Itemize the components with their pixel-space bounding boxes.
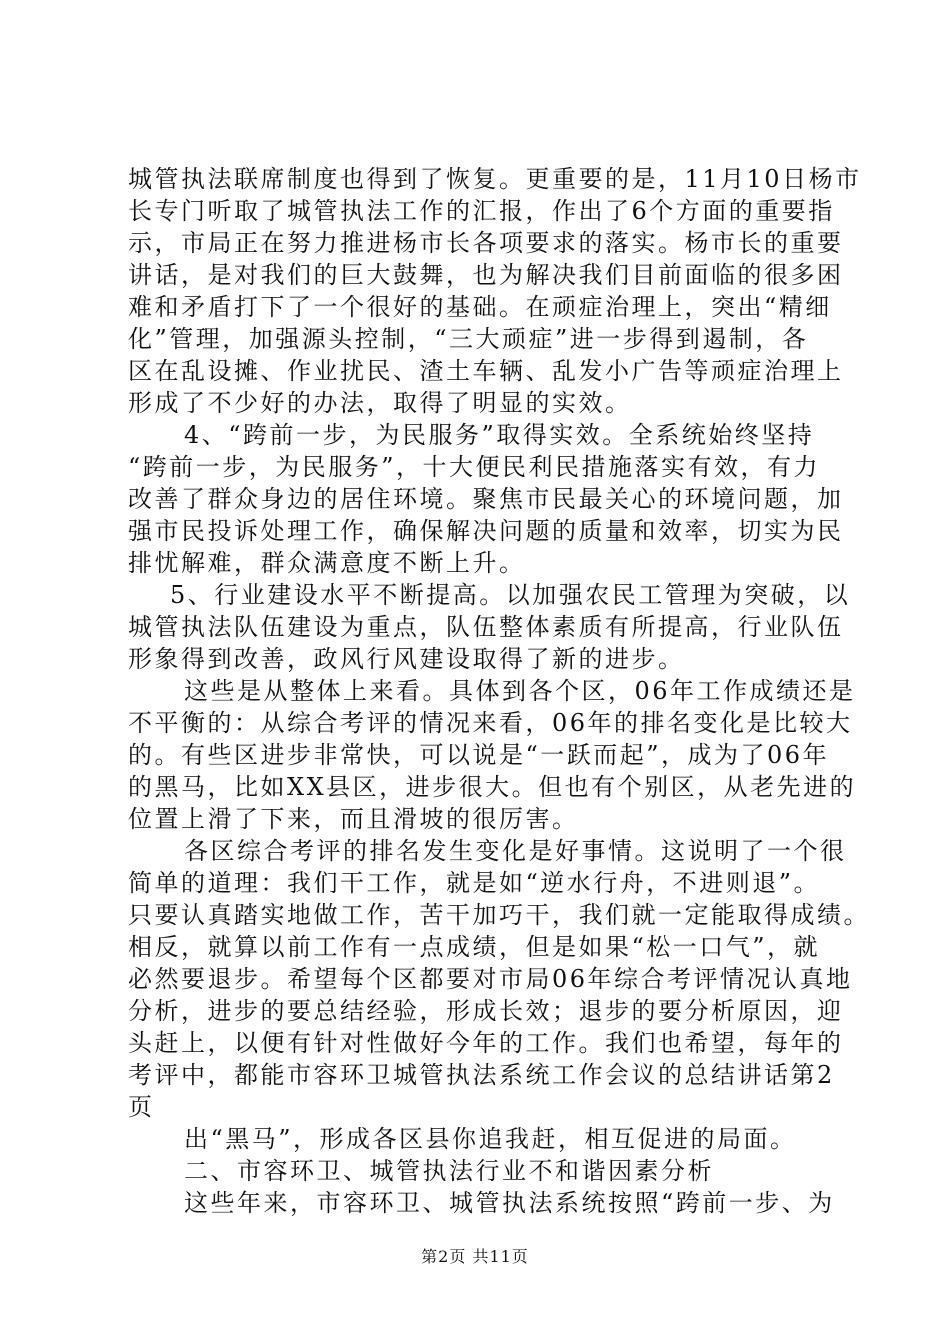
text-line: 改善了群众身边的居住环境。聚焦市民最关心的环境问题，加 (128, 485, 844, 513)
text-line: 排忧解难，群众满意度不断上升。 (128, 549, 526, 577)
body-text (128, 163, 870, 1219)
page-footer: 第2页 共11页 (421, 1247, 529, 1266)
text-line: 化”管理，加强源头控制，“三大顽症”进一步得到遏制，各 (128, 325, 809, 353)
paragraph-start-line: 这些年来，市容环卫、城管执法系统按照“跨前一步、为 (184, 1189, 835, 1217)
text-line: 只要认真踏实地做工作，苦干加巧干，我们就一定能取得成绩。 (128, 901, 870, 929)
text-line: 城管执法联席制度也得到了恢复。更重要的是，11月10日杨市 (128, 165, 862, 193)
paragraph-start-line: 出“黑马”，形成各区县你追我赶，相互促进的局面。 (184, 1125, 797, 1153)
text-line: 强市民投诉处理工作，确保解决问题的质量和效率，切实为民 (128, 517, 844, 545)
paragraph-start-line: 4、“跨前一步，为民服务”取得实效。全系统始终坚持 (184, 421, 815, 449)
text-line: 城管执法队伍建设为重点，队伍整体素质有所提高，行业队伍 (128, 613, 844, 641)
text-line: 简单的道理：我们干工作，就是如“逆水行舟，不进则退”。 (128, 869, 821, 897)
paragraph-start-line: 这些是从整体上来看。具体到各个区，06年工作成绩还是 (184, 677, 856, 705)
paragraph-start-line: 各区综合考评的排名发生变化是好事情。这说明了一个很 (184, 837, 847, 865)
text-line: 区在乱设摊、作业扰民、渣土车辆、乱发小广告等顽症治理上 (128, 357, 844, 385)
text-line: 相反，就算以前工作有一点成绩，但是如果“松一口气”，就 (128, 933, 821, 961)
text-line: 分析，进步的要总结经验，形成长效；退步的要分析原因，迎 (128, 997, 844, 1025)
text-line: “跨前一步，为民服务”，十大便民利民措施落实有效，有力 (128, 453, 821, 481)
text-line: 形象得到改善，政风行风建设取得了新的进步。 (128, 645, 685, 673)
text-line: 长专门听取了城管执法工作的汇报，作出了6个方面的重要指 (128, 197, 835, 225)
text-line: 形成了不少好的办法，取得了明显的实效。 (128, 389, 632, 417)
text-line: 位置上滑了下来，而且滑坡的很厉害。 (128, 805, 579, 833)
text-line: 的。有些区进步非常快，可以说是“一跃而起”，成为了06年 (128, 741, 830, 769)
text-line: 页 (128, 1093, 155, 1121)
paragraph-start-line: 5、行业建设水平不断提高。以加强农民工管理为突破，以 (170, 581, 851, 609)
text-line: 考评中，都能市容环卫城管执法系统工作会议的总结讲话第2 (128, 1061, 835, 1089)
text-line: 示，市局正在努力推进杨市长各项要求的落实。杨市长的重要 (128, 229, 844, 257)
text-line: 头赶上，以便有针对性做好今年的工作。我们也希望，每年的 (128, 1029, 844, 1057)
text-line: 不平衡的：从综合考评的情况来看，06年的排名变化是比较大 (128, 709, 853, 737)
text-line: 讲话，是对我们的巨大鼓舞，也为解决我们目前面临的很多困 (128, 261, 844, 289)
section-heading: 二、市容环卫、城管执法行业不和谐因素分析 (184, 1157, 714, 1185)
text-line: 的黑马，比如XX县区，进步很大。但也有个别区，从老先进的 (128, 773, 857, 801)
text-line: 必然要退步。希望每个区都要对市局06年综合考评情况认真地 (128, 965, 853, 993)
text-line: 难和矛盾打下了一个很好的基础。在顽症治理上，突出“精细 (128, 293, 832, 321)
